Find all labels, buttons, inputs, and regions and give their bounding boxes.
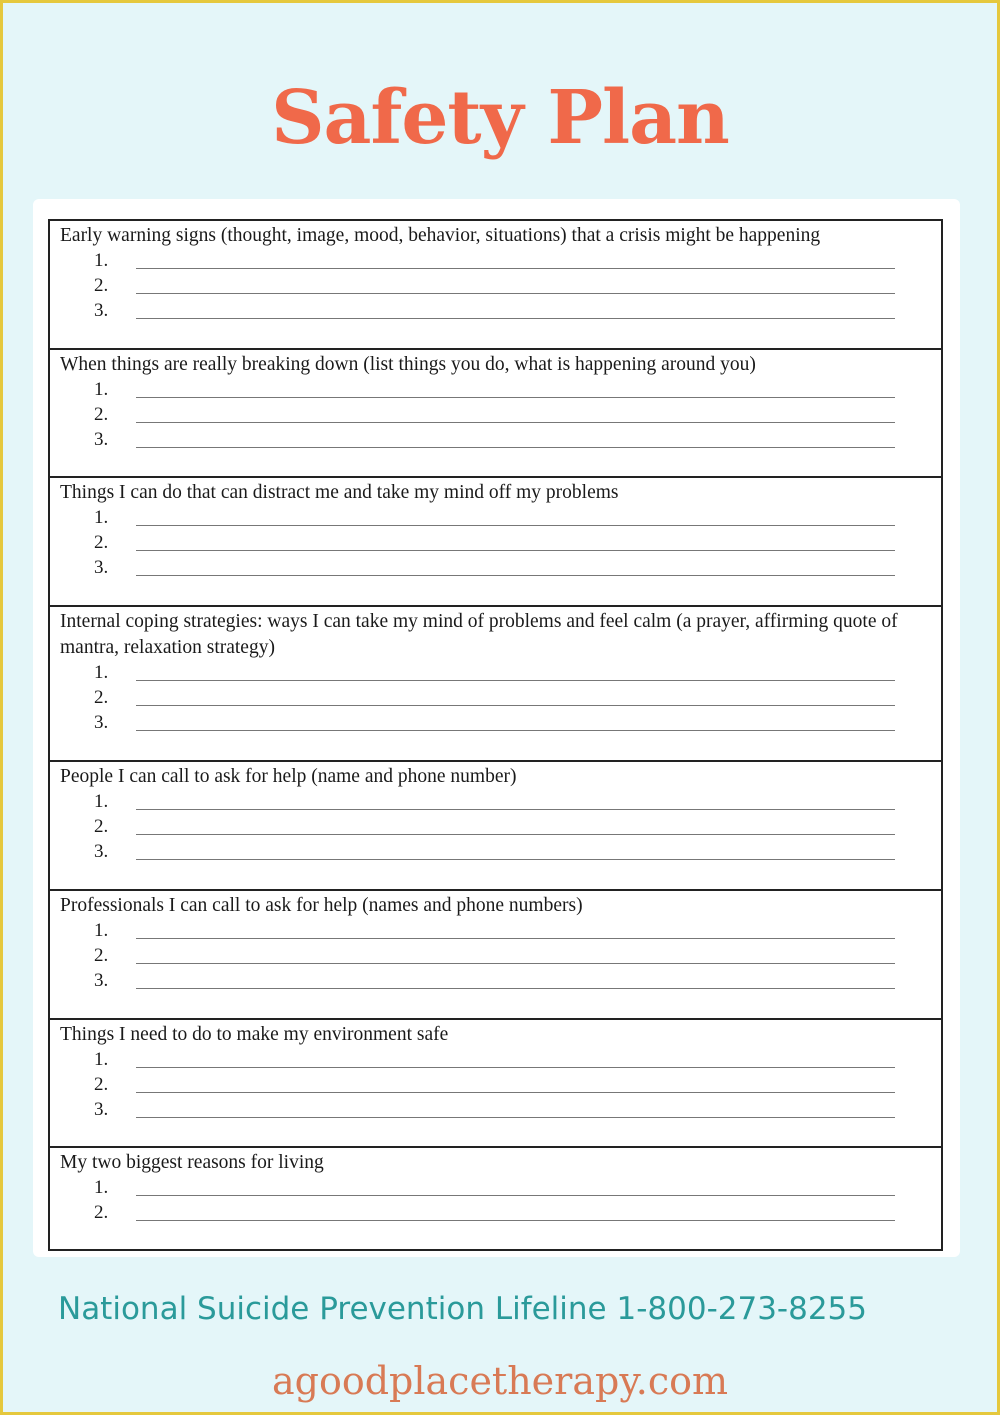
item-number: 2. — [94, 1202, 109, 1223]
item-number: 2. — [94, 1074, 109, 1095]
section-environment-safe — [50, 1020, 941, 1148]
item-number: 1. — [94, 1049, 109, 1070]
section-people-to-call — [50, 762, 941, 891]
answer-rule[interactable] — [136, 447, 895, 448]
answer-line[interactable] — [60, 274, 941, 299]
section-heading: People I can call to ask for help (name and phone number) — [60, 766, 517, 787]
answer-rule[interactable] — [136, 938, 895, 939]
answer-rule[interactable] — [136, 859, 895, 860]
section-internal-coping — [50, 607, 941, 762]
item-number: 1. — [94, 791, 109, 812]
section-distractions — [50, 478, 941, 607]
answer-rule[interactable] — [136, 318, 895, 319]
answer-line[interactable] — [60, 840, 941, 865]
item-number: 1. — [94, 920, 109, 941]
item-number: 2. — [94, 816, 109, 837]
item-number: 3. — [94, 429, 109, 450]
website-link[interactable]: agoodplacetherapy.com — [271, 1359, 729, 1403]
answer-line[interactable] — [60, 790, 941, 815]
item-number: 1. — [94, 507, 109, 528]
answer-rule[interactable] — [136, 1092, 895, 1093]
hotline-text: National Suicide Prevention Lifeline 1-800-273-8255 — [58, 1291, 867, 1327]
item-number: 3. — [94, 970, 109, 991]
answer-rule[interactable] — [136, 988, 895, 989]
answer-line[interactable] — [60, 1048, 941, 1073]
item-number: 3. — [94, 841, 109, 862]
answer-line[interactable] — [60, 1098, 941, 1123]
item-number: 3. — [94, 1099, 109, 1120]
answer-rule[interactable] — [136, 680, 895, 681]
section-professionals-to-call — [50, 891, 941, 1020]
answer-rule[interactable] — [136, 1117, 895, 1118]
item-number: 3. — [94, 712, 109, 733]
item-number: 2. — [94, 945, 109, 966]
answer-line[interactable] — [60, 428, 941, 453]
answer-line[interactable] — [60, 686, 941, 711]
item-number: 3. — [94, 300, 109, 321]
section-heading: Professionals I can call to ask for help (names and phone numbers) — [60, 895, 583, 916]
answer-line[interactable] — [60, 403, 941, 428]
safety-plan-form — [48, 219, 943, 1251]
answer-rule[interactable] — [136, 397, 895, 398]
answer-rule[interactable] — [136, 1067, 895, 1068]
item-number: 2. — [94, 404, 109, 425]
answer-line[interactable] — [60, 815, 941, 840]
item-number: 3. — [94, 557, 109, 578]
section-heading: Things I need to do to make my environment safe — [60, 1024, 449, 1045]
section-heading: Internal coping strategies: ways I can take my mind of problems and feel calm (a prayer, affirming quote of mantra, relaxation strategy) — [60, 611, 898, 658]
answer-line[interactable] — [60, 1201, 941, 1226]
section-early-warning-signs — [50, 221, 941, 350]
answer-rule[interactable] — [136, 293, 895, 294]
item-number: 2. — [94, 687, 109, 708]
answer-line[interactable] — [60, 1176, 941, 1201]
answer-line[interactable] — [60, 969, 941, 994]
section-heading: My two biggest reasons for living — [60, 1152, 324, 1173]
answer-rule[interactable] — [136, 1220, 895, 1221]
answer-rule[interactable] — [136, 963, 895, 964]
section-heading: Things I can do that can distract me and take my mind off my problems — [60, 482, 619, 503]
answer-line[interactable] — [60, 506, 941, 531]
answer-rule[interactable] — [136, 422, 895, 423]
answer-line[interactable] — [60, 711, 941, 736]
section-heading: Early warning signs (thought, image, mood, behavior, situations) that a crisis might be happening — [60, 225, 821, 246]
item-number: 1. — [94, 662, 109, 683]
answer-rule[interactable] — [136, 730, 895, 731]
section-breaking-down — [50, 350, 941, 478]
answer-rule[interactable] — [136, 1195, 895, 1196]
answer-rule[interactable] — [136, 834, 895, 835]
answer-rule[interactable] — [136, 705, 895, 706]
section-reasons-for-living — [50, 1148, 941, 1251]
item-number: 1. — [94, 379, 109, 400]
answer-line[interactable] — [60, 531, 941, 556]
answer-line[interactable] — [60, 556, 941, 581]
section-heading: When things are really breaking down (list things you do, what is happening around you) — [60, 354, 756, 375]
answer-line[interactable] — [60, 1073, 941, 1098]
answer-rule[interactable] — [136, 525, 895, 526]
answer-line[interactable] — [60, 919, 941, 944]
answer-line[interactable] — [60, 661, 941, 686]
item-number: 1. — [94, 1177, 109, 1198]
answer-line[interactable] — [60, 378, 941, 403]
answer-line[interactable] — [60, 299, 941, 324]
item-number: 2. — [94, 532, 109, 553]
answer-line[interactable] — [60, 944, 941, 969]
item-number: 1. — [94, 250, 109, 271]
answer-rule[interactable] — [136, 809, 895, 810]
answer-rule[interactable] — [136, 575, 895, 576]
answer-line[interactable] — [60, 249, 941, 274]
page-title: Safety Plan — [271, 75, 729, 161]
item-number: 2. — [94, 275, 109, 296]
answer-rule[interactable] — [136, 550, 895, 551]
answer-rule[interactable] — [136, 268, 895, 269]
